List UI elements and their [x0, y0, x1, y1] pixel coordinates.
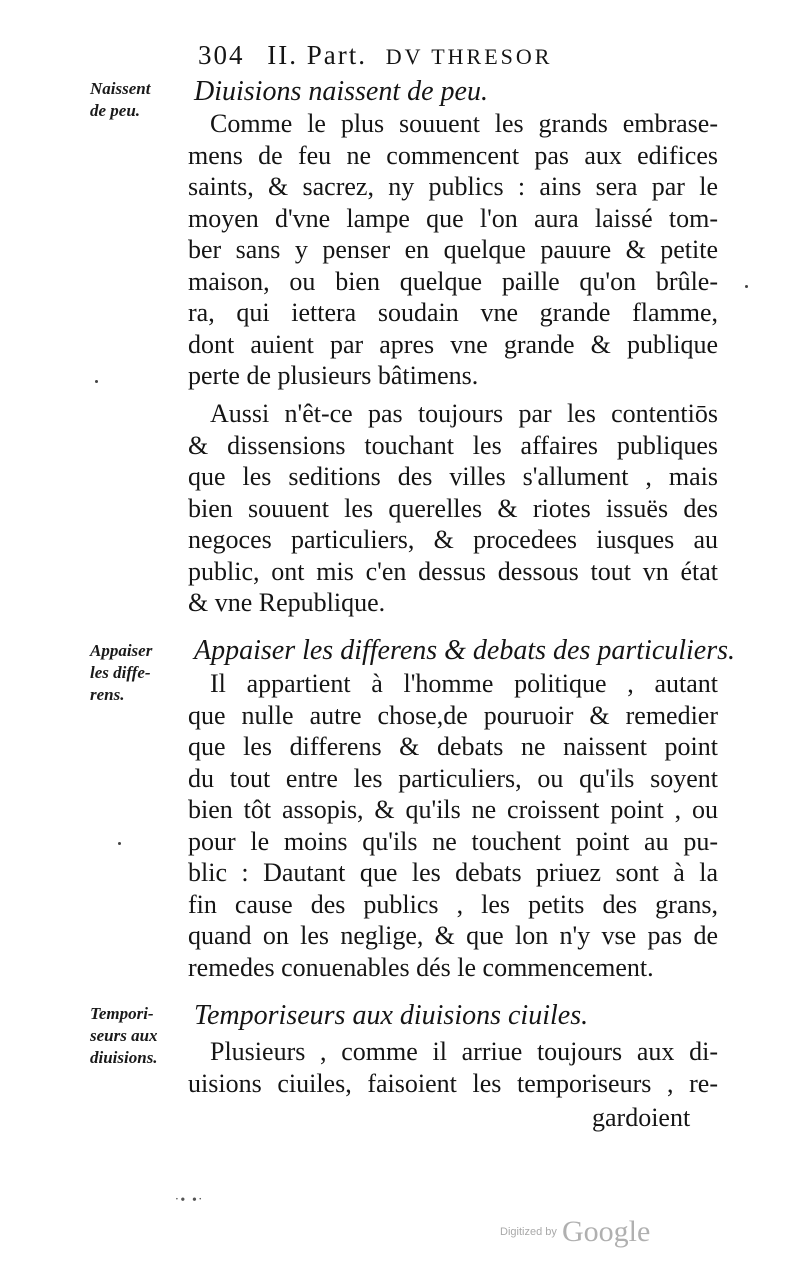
text-line: & dissensions touchant les affaires publiques — [188, 430, 718, 460]
text-line: perte de plusieurs bâtimens. — [188, 361, 479, 390]
text-line: moyen d'vne lampe que l'on aura laissé tom- — [188, 203, 718, 233]
paragraph-embrasemens — [188, 108, 718, 392]
catchword: gardoient — [592, 1103, 691, 1132]
part-label: II. Part. — [267, 40, 367, 70]
text-line: ra, qui iettera soudain vne grande flamme, — [188, 298, 718, 327]
text-line: blic : Dautant que les debats priuez sont à la — [188, 858, 718, 887]
ink-speck — [745, 285, 748, 288]
page-number: 304 — [198, 40, 245, 70]
text-line: dont auient par apres vne grande & publique — [188, 329, 718, 359]
text-line: bien souuent les querelles & riotes issuës des — [188, 493, 718, 523]
margin-note-line: seurs aux — [90, 1026, 158, 1045]
margin-note-line: rens. — [90, 685, 125, 704]
margin-note-line: Naissent — [90, 79, 151, 98]
text-line: public, ont mis c'en dessus dessous tout vn état — [188, 556, 718, 586]
watermark-prefix: Digitized by — [500, 1226, 557, 1238]
margin-note-line: Tempori- — [90, 1004, 154, 1023]
text-line: du tout entre les particuliers, ou qu'ils soyent — [188, 763, 718, 793]
margin-note-naissent — [90, 78, 182, 122]
ink-speck — [95, 380, 98, 383]
digitized-watermark — [500, 1215, 650, 1249]
text-line: pour le moins qu'ils ne touchent point au pu- — [188, 826, 718, 856]
text-line: que les differens & debats ne naissent point — [188, 732, 718, 761]
margin-note-line: les diffe- — [90, 663, 151, 682]
text-line: Aussi n'êt-ce pas toujours par les contentiōs — [210, 399, 718, 428]
running-title: DV THRESOR — [385, 44, 553, 69]
margin-note-line: de peu. — [90, 101, 141, 120]
text-line: mens de feu ne commencent pas aux edifices — [188, 140, 718, 170]
text-line: saints, & sacrez, ny publics : ains sera par le — [188, 172, 718, 201]
paragraph-seditions — [188, 398, 718, 619]
text-line: que les seditions des villes s'allument , mais — [188, 462, 718, 491]
paragraph-plusieurs — [188, 1036, 718, 1099]
margin-note-line: diuisions. — [90, 1048, 158, 1067]
ink-speck — [118, 842, 121, 845]
text-line: Il appartient à l'homme politique , autant — [210, 669, 718, 698]
margin-note-appaiser — [90, 640, 182, 706]
running-header — [198, 40, 668, 74]
text-line: Comme le plus souuent les grands embrase- — [210, 109, 718, 138]
text-line: Plusieurs , comme il arriue toujours aux di- — [210, 1037, 718, 1066]
google-logo: Google — [561, 1215, 651, 1248]
section-heading-diuisions: Diuisions naissent de peu. — [194, 76, 488, 107]
text-line: fin cause des publics , les petits des grans, — [188, 889, 718, 919]
text-line: quand on les neglige, & que lon n'y vse pas de — [188, 921, 718, 950]
text-line: bien tôt assopis, & qu'ils ne croissent point , ou — [188, 795, 718, 824]
text-line: ber sans y penser en quelque pauure & petite — [188, 235, 718, 264]
section-heading-appaiser: Appaiser les differens & debats des particuliers. — [194, 635, 736, 666]
text-line: uisions ciuiles, faisoient les temporiseurs , re- — [188, 1068, 718, 1098]
text-line: remedes conuenables dés le commencement. — [188, 952, 654, 982]
text-line: & vne Republique. — [188, 588, 386, 617]
text-line: maison, ou bien quelque paille qu'on brûle- — [188, 266, 718, 296]
text-line: negoces particuliers, & procedees iusques au — [188, 525, 718, 554]
text-line: que nulle autre chose,de pouruoir & remedier — [188, 700, 718, 730]
paragraph-homme-politique — [188, 668, 718, 983]
signature-mark: ·∙ ∙· — [175, 1192, 204, 1206]
margin-note-temporiseurs — [90, 1003, 182, 1069]
margin-note-line: Appaiser — [90, 641, 153, 660]
section-heading-temporiseurs: Temporiseurs aux diuisions ciuiles. — [194, 1000, 589, 1031]
